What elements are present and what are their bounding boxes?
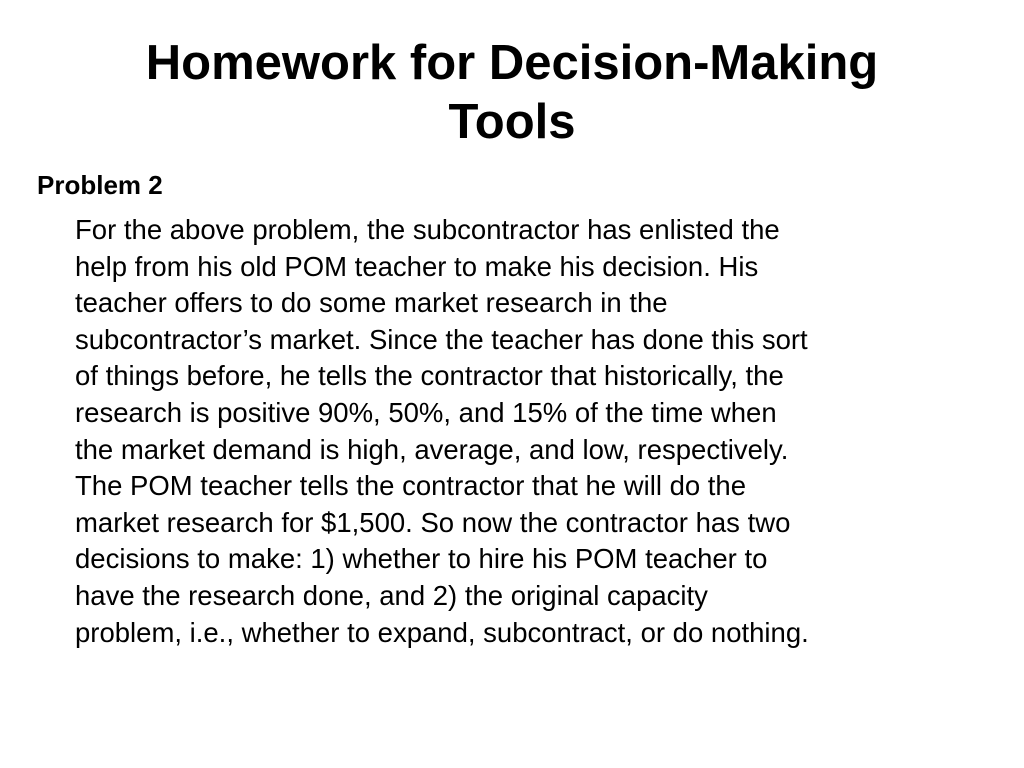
problem-heading: Problem 2 <box>37 170 163 200</box>
problem-body-text: For the above problem, the subcontractor has enlisted the help from his old POM teacher to make his decision. His teacher offers to do some market research in the subcontractor’s market. Since the teacher has done this sort of things before, he tells the contractor that historically, the research is positive 90%, 50%, and 15% of the time when the market demand is high, average, and low, respectively. The POM teacher tells the contractor that he will do the market research for $1,500. So now the contractor has two decisions to make: 1) whether to hire his POM teacher to have the research done, and 2) the original capacity problem, i.e., whether to expand, subcontract, or do nothing. <box>75 214 809 648</box>
slide-title: Homework for Decision-Making Tools <box>145 36 879 149</box>
